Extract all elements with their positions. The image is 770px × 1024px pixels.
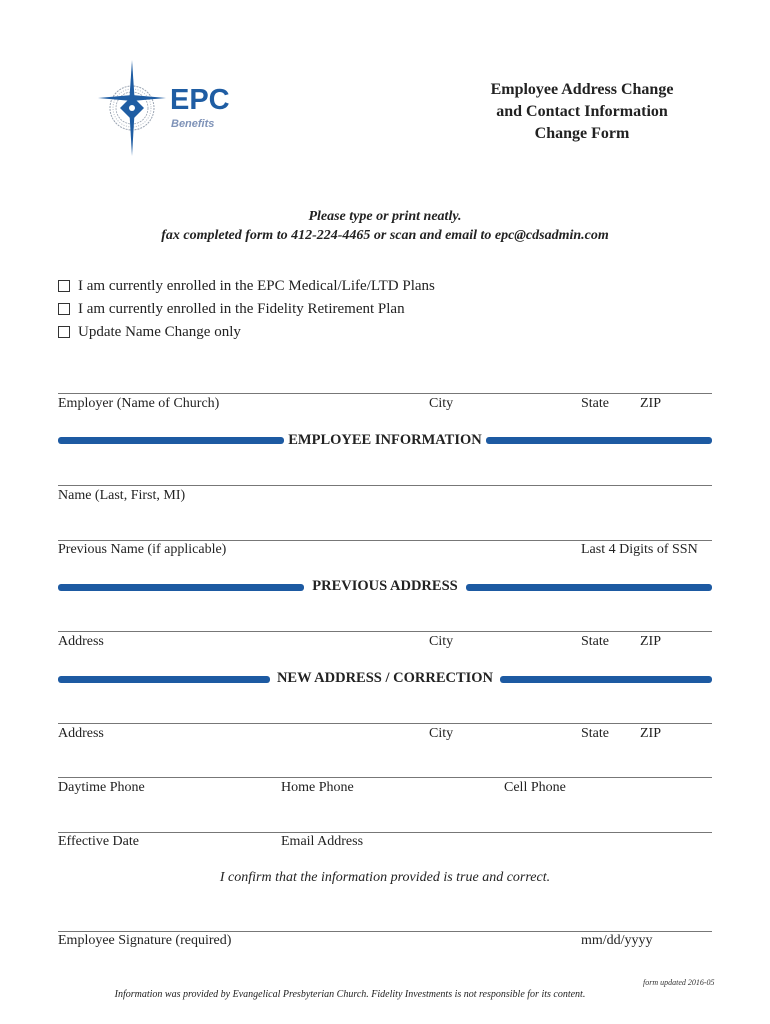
section-bar-left [58, 437, 284, 444]
home-phone-label: Home Phone [281, 780, 354, 795]
signature-field-line[interactable] [58, 931, 712, 932]
email-label: Email Address [281, 834, 364, 849]
section-employee-information: EMPLOYEE INFORMATION [288, 432, 482, 448]
new-address-label: Address [58, 726, 104, 741]
footer-disclaimer: Information was provided by Evangelical Presbyterian Church. Fidelity Investments is not responsible for its content. [114, 989, 586, 1000]
employer-zip-label: ZIP [640, 396, 661, 411]
checkbox-name-change-label: Update Name Change only [78, 323, 241, 340]
section-bar-right [486, 437, 712, 444]
cell-phone-label: Cell Phone [504, 780, 566, 795]
title-line-2: and Contact Information [496, 103, 668, 120]
form-updated-note: form updated 2016-05 [643, 978, 715, 987]
title-line-3: Change Form [534, 125, 630, 142]
checkbox-icon[interactable] [58, 280, 70, 292]
logo-brand: EPC [170, 84, 230, 116]
signature-label: Employee Signature (required) [58, 933, 232, 948]
ssn-label: Last 4 Digits of SSN [581, 542, 698, 557]
section-bar-left [58, 676, 270, 683]
form-title [452, 79, 712, 145]
effective-date-field-line[interactable] [58, 832, 712, 833]
section-bar-left [58, 584, 304, 591]
previous-zip-label: ZIP [640, 634, 661, 649]
section-bar-right [500, 676, 712, 683]
previous-name-field-line[interactable] [58, 540, 712, 541]
new-city-label: City [429, 726, 454, 741]
previous-address-label: Address [58, 634, 104, 649]
instructions-line-1: Please type or print neatly. [308, 209, 462, 224]
confirmation-statement: I confirm that the information provided is true and correct. [219, 870, 551, 885]
new-zip-label: ZIP [640, 726, 661, 741]
employer-state-label: State [581, 396, 609, 411]
section-previous-address: PREVIOUS ADDRESS [312, 578, 458, 594]
instructions-line-2: fax completed form to 412-224-4465 or scan and email to epc@cdsadmin.com [161, 228, 609, 243]
name-label: Name (Last, First, MI) [58, 488, 186, 503]
effective-date-label: Effective Date [58, 834, 139, 849]
employer-city-label: City [429, 396, 454, 411]
employer-field-line[interactable] [58, 393, 712, 394]
previous-city-label: City [429, 634, 454, 649]
new-state-label: State [581, 726, 609, 741]
daytime-phone-label: Daytime Phone [58, 780, 145, 795]
checkbox-fidelity[interactable] [58, 298, 405, 320]
section-bar-right [466, 584, 712, 591]
checkbox-fidelity-label: I am currently enrolled in the Fidelity Retirement Plan [78, 300, 405, 317]
checkbox-medical[interactable] [58, 275, 435, 297]
phone-field-line[interactable] [58, 777, 712, 778]
name-field-line[interactable] [58, 485, 712, 486]
signature-date-label: mm/dd/yyyy [581, 933, 653, 948]
new-address-field-line[interactable] [58, 723, 712, 724]
title-line-1: Employee Address Change [490, 81, 674, 98]
section-new-address: NEW ADDRESS / CORRECTION [276, 670, 494, 686]
previous-state-label: State [581, 634, 609, 649]
compass-star-icon [96, 60, 166, 160]
employer-label: Employer (Name of Church) [58, 396, 220, 411]
checkbox-icon[interactable] [58, 326, 70, 338]
logo-sub: Benefits [171, 118, 215, 130]
checkbox-name-change[interactable] [58, 321, 241, 343]
previous-address-field-line[interactable] [58, 631, 712, 632]
checkbox-icon[interactable] [58, 303, 70, 315]
previous-name-label: Previous Name (if applicable) [58, 542, 227, 557]
checkbox-medical-label: I am currently enrolled in the EPC Medical/Life/LTD Plans [78, 277, 435, 294]
